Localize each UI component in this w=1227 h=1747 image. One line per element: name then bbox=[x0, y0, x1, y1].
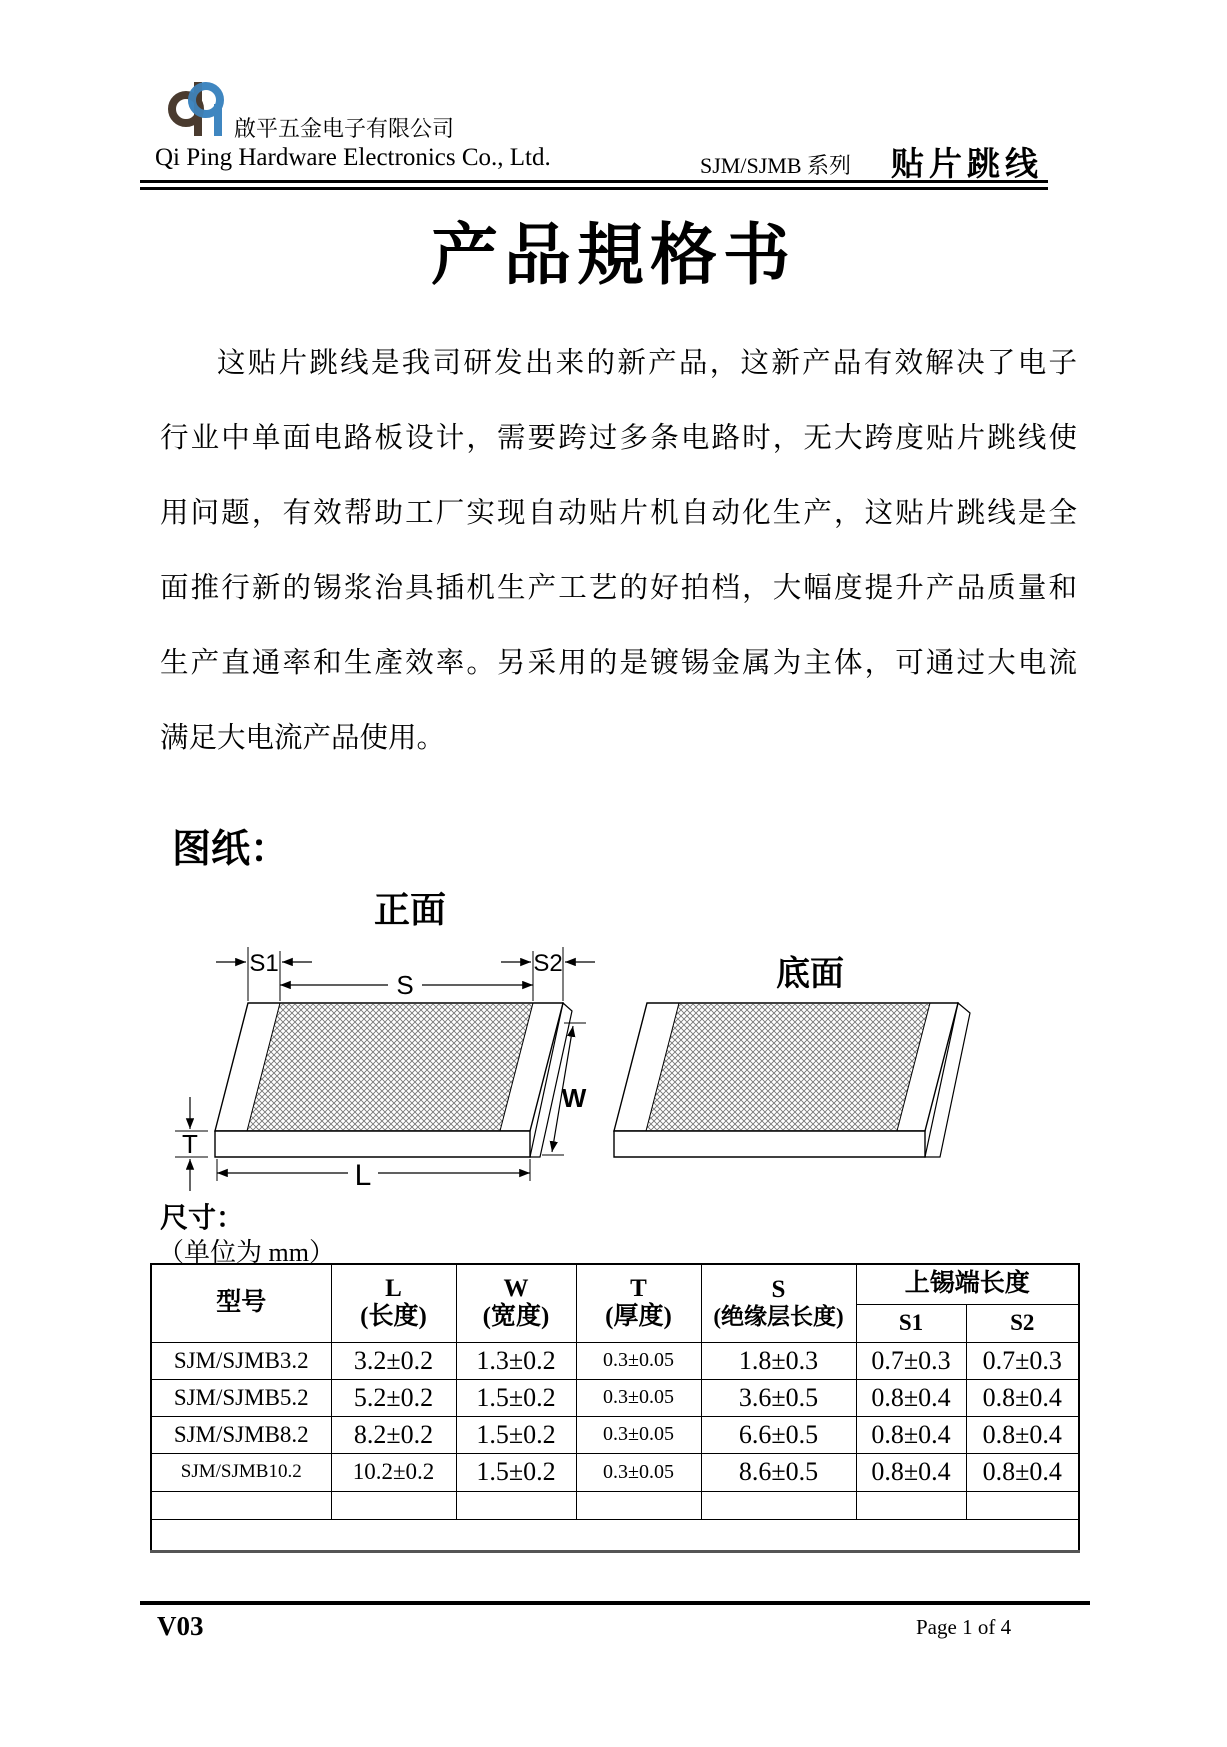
cell-s2: 0.7±0.3 bbox=[966, 1342, 1079, 1379]
cell-l: 8.2±0.2 bbox=[331, 1416, 456, 1453]
intro-line: 行业中单面电路板设计，需要跨过多条电路时，无大跨度贴片跳线使 bbox=[160, 423, 1077, 454]
dim-label-l: L bbox=[354, 1159, 372, 1192]
col-header-t-symbol: T bbox=[630, 1274, 647, 1302]
dim-label-s: S bbox=[396, 970, 414, 1000]
intro-line: 满足大电流产品使用。 bbox=[160, 723, 446, 754]
front-view-label: 正面 bbox=[374, 890, 447, 930]
footer-page-number: Page 1 of 4 bbox=[916, 1615, 1012, 1639]
size-section-heading: 尺寸： bbox=[160, 1202, 245, 1233]
front-view-diagram bbox=[160, 935, 600, 1210]
cell-s2: 0.8±0.4 bbox=[966, 1379, 1079, 1416]
cell-model: SJM/SJMB5.2 bbox=[151, 1379, 331, 1416]
cell-t: 0.3±0.05 bbox=[576, 1416, 701, 1453]
cell-t: 0.3±0.05 bbox=[576, 1342, 701, 1379]
spec-table bbox=[150, 1263, 1080, 1553]
dim-label-s2: S2 bbox=[533, 950, 563, 977]
col-header-w bbox=[456, 1264, 576, 1342]
intro-line: 用问题，有效帮助工厂实现自动贴片机自动化生产，这贴片跳线是全 bbox=[160, 498, 1077, 529]
cell-s: 3.6±0.5 bbox=[701, 1379, 856, 1416]
cell-s: 8.6±0.5 bbox=[701, 1453, 856, 1491]
cell-t: 0.3±0.05 bbox=[576, 1453, 701, 1491]
col-header-w-name: (宽度) bbox=[482, 1303, 550, 1331]
table-row bbox=[151, 1416, 1079, 1453]
cell-w: 1.5±0.2 bbox=[456, 1416, 576, 1453]
dim-label-s1: S1 bbox=[249, 950, 279, 977]
footer-version: V03 bbox=[157, 1611, 204, 1641]
cell-l: 10.2±0.2 bbox=[331, 1453, 456, 1491]
intro-line: 面推行新的锡浆治具插机生产工艺的好拍档，大幅度提升产品质量和 bbox=[160, 573, 1077, 604]
col-header-t-name: (厚度) bbox=[605, 1303, 672, 1331]
cell-t: 0.3±0.05 bbox=[576, 1379, 701, 1416]
cell-l: 5.2±0.2 bbox=[331, 1379, 456, 1416]
drawing-section-heading: 图纸： bbox=[172, 828, 290, 871]
cell-model: SJM/SJMB3.2 bbox=[151, 1342, 331, 1379]
col-header-l-symbol: L bbox=[385, 1274, 402, 1302]
table-row bbox=[151, 1342, 1079, 1379]
cell-w: 1.5±0.2 bbox=[456, 1453, 576, 1491]
col-header-l-name: (长度) bbox=[360, 1303, 427, 1331]
dim-label-w: W bbox=[561, 1083, 587, 1113]
series-label: SJM/SJMB 系列 bbox=[700, 153, 852, 178]
cell-model: SJM/SJMB10.2 bbox=[151, 1453, 331, 1491]
col-header-s bbox=[701, 1264, 856, 1342]
col-header-model: 型号 bbox=[151, 1264, 331, 1342]
cell-s2: 0.8±0.4 bbox=[966, 1416, 1079, 1453]
col-header-solder-group: 上锡端长度 bbox=[856, 1264, 1079, 1304]
footer-divider bbox=[140, 1601, 1090, 1605]
table-row-empty bbox=[151, 1491, 1079, 1519]
intro-paragraph bbox=[160, 326, 1077, 776]
bottom-view-diagram bbox=[600, 995, 990, 1175]
cell-w: 1.5±0.2 bbox=[456, 1379, 576, 1416]
col-header-s-symbol: S bbox=[771, 1275, 786, 1303]
intro-line: 这贴片跳线是我司研发出来的新产品，这新产品有效解决了电子 bbox=[217, 348, 1077, 379]
company-name-en: Qi Ping Hardware Electronics Co., Ltd. bbox=[155, 144, 551, 171]
col-header-w-symbol: W bbox=[503, 1274, 529, 1302]
logo-monogram-icon bbox=[160, 76, 232, 142]
cell-s1: 0.8±0.4 bbox=[856, 1416, 966, 1453]
cell-s1: 0.7±0.3 bbox=[856, 1342, 966, 1379]
table-row bbox=[151, 1379, 1079, 1416]
table-row bbox=[151, 1453, 1079, 1491]
col-header-s-name: (绝缘层长度) bbox=[713, 1304, 844, 1330]
cell-s1: 0.8±0.4 bbox=[856, 1379, 966, 1416]
unit-note: （单位为 mm） bbox=[158, 1238, 335, 1267]
cell-model: SJM/SJMB8.2 bbox=[151, 1416, 331, 1453]
product-name: 贴片跳线 bbox=[891, 145, 1043, 182]
company-name-cn: 啟平五金电子有限公司 bbox=[234, 116, 455, 141]
intro-line: 生产直通率和生產效率。另采用的是镀锡金属为主体，可通过大电流 bbox=[160, 648, 1077, 679]
cell-w: 1.3±0.2 bbox=[456, 1342, 576, 1379]
cell-s: 1.8±0.3 bbox=[701, 1342, 856, 1379]
page-title: 产品規格书 bbox=[431, 218, 796, 293]
header-divider bbox=[140, 180, 1048, 190]
cell-s1: 0.8±0.4 bbox=[856, 1453, 966, 1491]
cell-l: 3.2±0.2 bbox=[331, 1342, 456, 1379]
dim-label-t: T bbox=[182, 1129, 198, 1159]
cell-s: 6.6±0.5 bbox=[701, 1416, 856, 1453]
bottom-view-label: 底面 bbox=[776, 956, 844, 993]
col-header-t bbox=[576, 1264, 701, 1342]
company-logo bbox=[160, 76, 232, 147]
cell-s2: 0.8±0.4 bbox=[966, 1453, 1079, 1491]
table-row-empty-full bbox=[151, 1519, 1079, 1551]
col-header-s2: S2 bbox=[966, 1304, 1079, 1342]
col-header-s1: S1 bbox=[856, 1304, 966, 1342]
col-header-l bbox=[331, 1264, 456, 1342]
